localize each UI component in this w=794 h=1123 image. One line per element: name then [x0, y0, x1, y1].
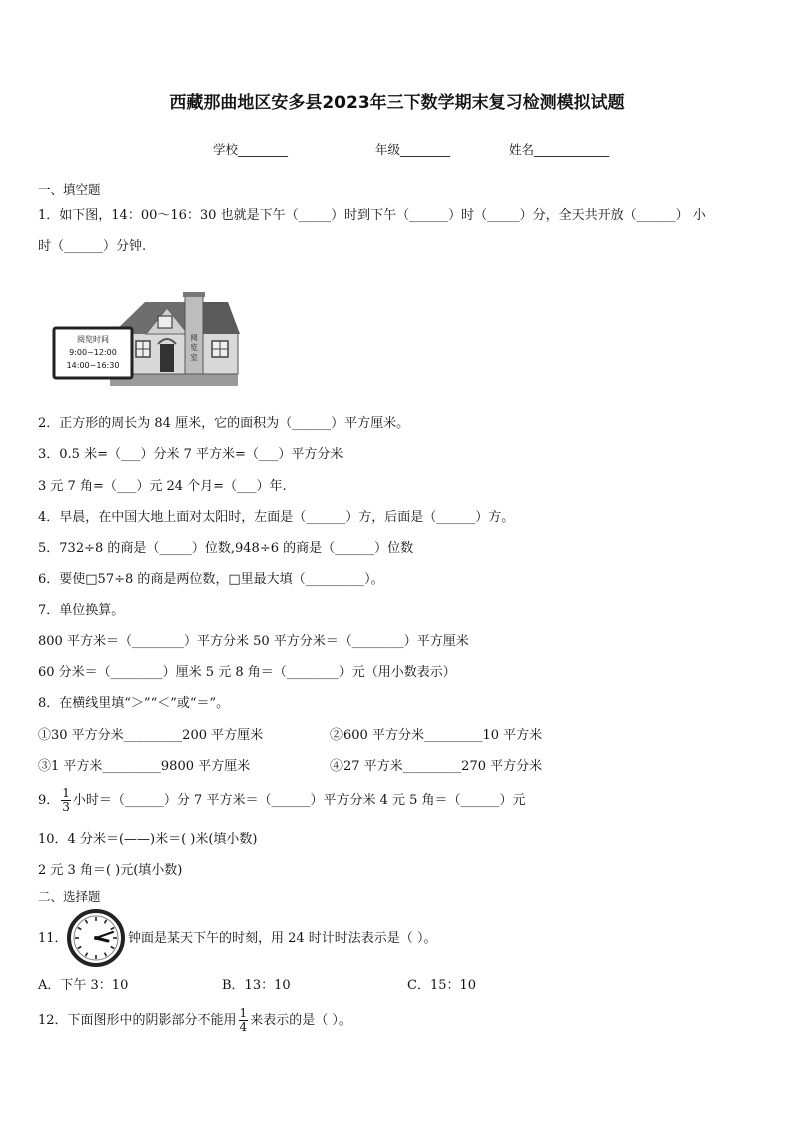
fraction-denominator: 4 — [239, 1020, 248, 1034]
reading-room-illustration — [50, 292, 242, 390]
door-label-char-3: 室 — [190, 353, 198, 362]
clock-icon — [66, 908, 126, 968]
question-12-text-before: 12．下面图形中的阴影部分不能用 — [38, 1013, 237, 1028]
question-4: 4．早晨，在中国大地上面对太阳时，左面是（______）方，后面是（______）方。 — [38, 510, 515, 525]
question-2: 2．正方形的周长为 84 厘米，它的面积为（______）平方厘米。 — [38, 416, 410, 431]
school-field: 学校________ — [213, 142, 289, 157]
question-3-line2: 3 元 7 角=（___）元 24 个月=（___）年. — [38, 479, 287, 494]
question-11-option-c[interactable]: C．15：10 — [407, 978, 477, 993]
fraction-denominator: 3 — [62, 800, 70, 814]
fraction-one-third — [61, 787, 71, 814]
question-12 — [38, 1006, 352, 1036]
house-door — [160, 344, 174, 372]
window-top — [158, 316, 172, 328]
question-11-option-b[interactable]: B．13：10 — [222, 978, 291, 993]
question-11-number: 11． — [38, 931, 68, 946]
question-7-title: 7．单位换算。 — [38, 603, 125, 618]
question-11-text: 钟面是某天下午的时刻，用 24 时计时法表示是（ ）。 — [128, 931, 437, 946]
question-10-line1: 10．4 分米＝(——)米＝( )米(填小数) — [38, 832, 258, 847]
grade-field: 年级________ — [375, 142, 451, 157]
question-10-line2: 2 元 3 角＝( )元(填小数) — [38, 863, 183, 878]
door-label-char-1: 阅 — [190, 333, 198, 342]
question-9 — [38, 786, 526, 816]
page-title: 西藏那曲地区安多县2023年三下数学期末复习检测模拟试题 — [169, 93, 625, 113]
question-1-line2: 时（______）分钟. — [38, 239, 147, 254]
question-8-intro: 8．在横线里填“＞”“＜”或“＝”。 — [38, 696, 230, 711]
question-9-text: 小时＝（______）分 7 平方米＝（______）平方分米 4 元 5 角＝（______）元 — [72, 793, 526, 808]
question-7-line2: 800 平方米＝（________）平方分米 50 平方分米＝（________）平方厘米 — [38, 634, 469, 649]
question-8-item-b: ②600 平方分米_________10 平方米 — [330, 728, 543, 743]
question-8-item-d: ④27 平方米_________270 平方分米 — [330, 759, 543, 774]
name-field: 姓名____________ — [509, 142, 610, 157]
fraction-numerator: 1 — [62, 786, 70, 800]
question-9-number: 9． — [38, 793, 60, 808]
question-8-item-c: ③1 平方米_________9800 平方厘米 — [38, 759, 251, 774]
tower-cap — [183, 292, 205, 297]
sign-time-afternoon: 14:00~16:30 — [66, 361, 120, 370]
section-fill-blank: 一、填空题 — [38, 182, 101, 197]
question-7-line3: 60 分米＝（________）厘米 5 元 8 角＝（________）元（用小数表示） — [38, 665, 456, 680]
door-label-char-2: 览 — [190, 343, 198, 352]
question-12-text-after: 来表示的是（ ）。 — [250, 1013, 352, 1028]
fraction-numerator: 1 — [239, 1006, 248, 1020]
sign-time-morning: 9:00~12:00 — [69, 348, 117, 357]
question-8-item-a: ①30 平方分米_________200 平方厘米 — [38, 728, 264, 743]
question-5: 5．732÷8 的商是（_____）位数,948÷6 的商是（______）位数 — [38, 541, 414, 556]
question-1-line1: 1．如下图，14：00～16：30 也就是下午（_____）时到下午（______）时（_____）分，全天共开放（______） 小 — [38, 208, 706, 223]
section-multiple-choice: 二、选择题 — [38, 889, 101, 904]
question-3-line1: 3．0.5 米=（___）分米 7 平方米=（___）平方分米 — [38, 447, 344, 462]
fraction-one-quarter — [239, 1007, 249, 1034]
question-11-option-a[interactable]: A．下午 3：10 — [38, 978, 129, 993]
sign-title: 阅览时间 — [77, 335, 109, 344]
question-6: 6．要使□57÷8 的商是两位数，□里最大填（_________）。 — [38, 572, 384, 587]
